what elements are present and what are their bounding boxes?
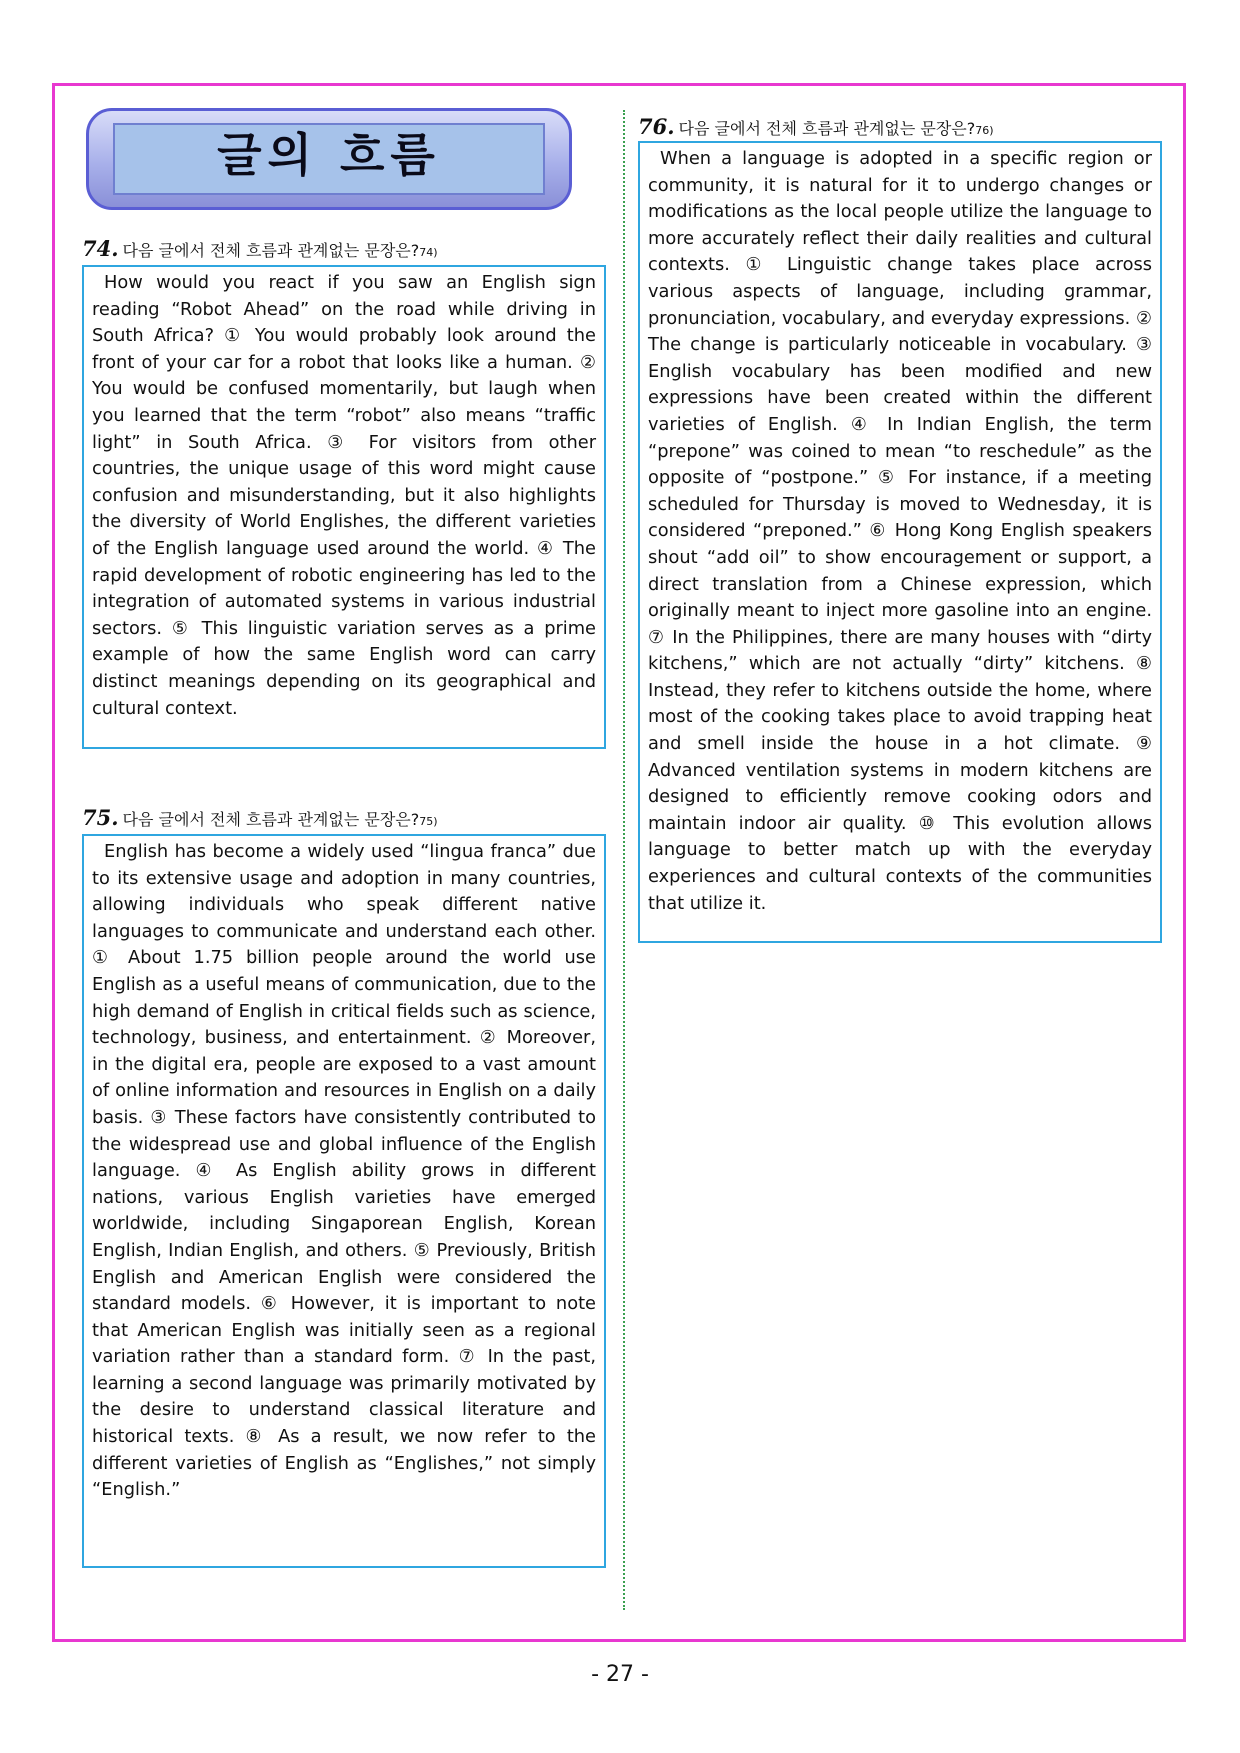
question-75-number: 75. <box>82 805 119 830</box>
question-76-header <box>638 114 1162 139</box>
question-76-passage-box <box>638 141 1162 943</box>
right-column <box>638 108 1162 943</box>
section-title: 글의 흐름 <box>217 128 441 182</box>
question-75-prompt: 다음 글에서 전체 흐름과 관계없는 문장은? <box>122 810 420 829</box>
question-76-passage: When a language is adopted in a specific region or community, it is natural for it to undergo changes or modifications as the local people utilize the language to more accurately reflect their daily realities and cultural contexts. ① Linguistic change takes place across various aspects of language, including grammar, pronunciation, vocabulary, and everyday expressions. ② The change is particularly noticeable in vocabulary. ③ English vocabulary has been modified and new expressions have been created within the different varieties of English. ④ In Indian English, the term “prepone” was coined to mean “to reschedule” as the opposite of “postpone.” ⑤ For instance, if a meeting scheduled for Thursday is moved to Wednesday, it is considered “preponed.” ⑥ Hong Kong English speakers shout “add oil” to show encouragement or support, a direct translation from a Chinese expression, which originally meant to inject more gasoline into an engine. ⑦ In the Philippines, there are many houses with “dirty kitchens,” which are not actually “dirty” kitchens. ⑧ Instead, they refer to kitchens outside the home, where most of the cooking takes place to avoid trapping heat and smell inside the house in a hot climate. ⑨ Advanced ventilation systems in modern kitchens are designed to efficiently remove cooking odors and maintain indoor air quality. ⑩ This evolution allows language to better match up with the everyday experiences and cultural contexts of the communities that utilize it. <box>648 148 1152 914</box>
question-74-prompt: 다음 글에서 전체 흐름과 관계없는 문장은? <box>122 241 420 260</box>
page-number: - 27 - <box>591 1662 649 1687</box>
column-divider <box>623 110 625 1610</box>
question-75-passage: English has become a widely used “lingua franca” due to its extensive usage and adoption in many countries, allowing individuals who speak different native languages to communicate and understand each other. ① About 1.75 billion people around the world use English as a useful means of communication, due to the high demand of English in critical fields such as science, technology, business, and entertainment. ② Moreover, in the digital era, people are exposed to a vast amount of online information and resources in English on a daily basis. ③ These factors have consistently contributed to the widespread use and global influence of the English language. ④ As English ability grows in different nations, various English varieties have emerged worldwide, including Singaporean English, Korean English, Indian English, and others. ⑤ Previously, British English and American English were considered the standard models. ⑥ However, it is important to note that American English was initially seen as a regional variation rather than a standard form. ⑦ In the past, learning a second language was primarily motivated by the desire to understand classical literature and historical texts. ⑧ As a result, we now refer to the different varieties of English as “Englishes,” not simply “English.” <box>92 841 596 1501</box>
question-74-header <box>82 236 606 261</box>
question-76-number: 76. <box>638 114 675 139</box>
question-76-footnote: 76) <box>975 124 994 137</box>
question-75-passage-box <box>82 834 606 1568</box>
question-74-passage: How would you react if you saw an English sign reading “Robot Ahead” on the road while driving in South Africa? ① You would probably look around the front of your car for a robot that looks like a human. ② You would be confused momentarily, but laugh when you learned that the term “robot” also means “traffic light” in South Africa. ③ For visitors from other countries, the unique usage of this word might cause confusion and misunderstanding, but it also highlights the diversity of World Englishes, the different varieties of the English language used around the world. ④ The rapid development of robotic engineering has led to the integration of automated systems in various industrial sectors. ⑤ This linguistic variation serves as a prime example of how the same English word can carry distinct meanings depending on its geographical and cultural context. <box>92 272 596 719</box>
question-74-footnote: 74) <box>419 246 438 259</box>
question-75-footnote: 75) <box>419 815 438 828</box>
section-banner <box>86 108 572 210</box>
question-75-header <box>82 805 606 830</box>
question-74-number: 74. <box>82 236 119 261</box>
question-74-passage-box <box>82 265 606 749</box>
question-76-prompt: 다음 글에서 전체 흐름과 관계없는 문장은? <box>678 119 976 138</box>
left-column <box>82 108 606 1568</box>
